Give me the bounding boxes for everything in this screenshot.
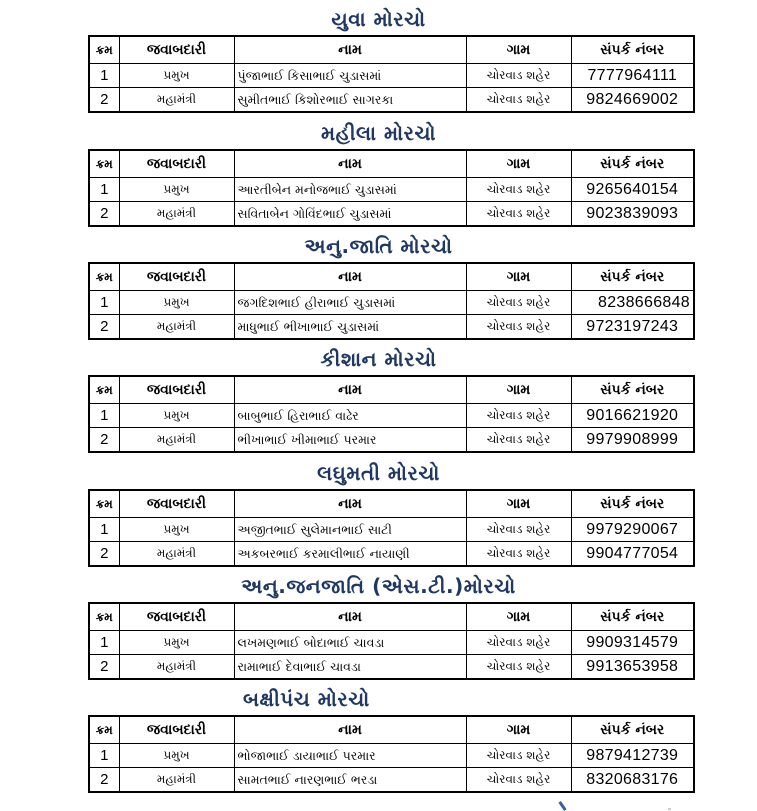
cell-name: સામતભાઈ નારણભાઈ ભરડા [234,768,466,793]
section-yuva [0,2,757,108]
cell-role: પ્રમુખ [119,744,234,768]
table-row [89,744,694,768]
cell-village: ચોરવાડ શહેર [466,768,571,793]
header-village: ગામ [466,490,571,518]
header-village: ગામ [466,716,571,744]
cell-name: આરતીબેન મનોજભાઈ ચુડાસમાં [234,178,466,202]
table-row [89,542,694,567]
header-name: નામ [234,490,466,518]
header-role: જવાબદારી [119,716,234,744]
members-table [88,262,695,340]
cell-village: ચોરવાડ શહેર [466,291,571,315]
table-row [89,428,694,453]
cell-name: બાબુભાઈ હિરાભાઈ વાઢેર [234,404,466,428]
table-row [89,202,694,227]
members-table [88,149,695,227]
table-row [89,631,694,655]
cell-contact: 9913653958 [571,655,694,680]
members-table [88,375,695,453]
header-name: નામ [234,150,466,178]
cell-serial: 2 [89,88,119,113]
header-role: જવાબદારી [119,376,234,404]
stray-dot [668,808,671,810]
table-row [89,64,694,88]
cell-village: ચોરવાડ શહેર [466,542,571,567]
table-row [89,291,694,315]
cell-village: ચોરવાડ શહેર [466,631,571,655]
cell-role: મહામંત્રી [119,315,234,340]
table-row [89,178,694,202]
cell-serial: 2 [89,542,119,567]
header-name: નામ [234,603,466,631]
header-name: નામ [234,263,466,291]
cell-serial: 1 [89,404,119,428]
cell-serial: 2 [89,202,119,227]
header-role: જવાબદારી [119,36,234,64]
table-header-row [89,263,694,291]
cell-serial: 1 [89,631,119,655]
cell-serial: 1 [89,64,119,88]
cell-contact: 7777964111 [571,64,694,88]
table-header-row [89,150,694,178]
header-contact: સંપર્ક નંબર [571,603,694,631]
cell-role: મહામંત્રી [119,542,234,567]
stray-pen-mark [558,801,566,811]
header-name: નામ [234,36,466,64]
cell-role: મહામંત્રી [119,655,234,680]
cell-role: પ્રમુખ [119,518,234,542]
table-header-row [89,603,694,631]
header-contact: સંપર્ક નંબર [571,490,694,518]
cell-serial: 2 [89,655,119,680]
header-name: નામ [234,716,466,744]
cell-role: પ્રમુખ [119,631,234,655]
cell-name: લખમણભાઈ બોદાભાઈ ચાવડા [234,631,466,655]
cell-village: ચોરવાડ શહેર [466,428,571,453]
section-title: અનુ.જાતિ મોરચો [304,234,453,258]
cell-name: સુમીતભાઈ કિશોરભાઈ સાગરકા [234,88,466,113]
header-village: ગામ [466,263,571,291]
cell-name: ભીખાભાઈ ખીમાભાઈ પરમાર [234,428,466,453]
header-serial: ક્રમ [89,603,119,631]
header-contact: સંપર્ક નંબર [571,150,694,178]
cell-village: ચોરવાડ શહેર [466,315,571,340]
cell-contact: 9879412739 [571,744,694,768]
section-bakshipanch [0,682,757,788]
header-serial: ક્રમ [89,263,119,291]
cell-role: મહામંત્રી [119,88,234,113]
members-table [88,489,695,567]
cell-serial: 1 [89,291,119,315]
cell-village: ચોરવાડ શહેર [466,178,571,202]
cell-contact: 9904777054 [571,542,694,567]
cell-village: ચોરવાડ શહેર [466,202,571,227]
cell-contact: 9979290067 [571,518,694,542]
cell-contact: 9023839093 [571,202,694,227]
header-role: જવાબદારી [119,150,234,178]
header-village: ગામ [466,150,571,178]
cell-serial: 2 [89,768,119,793]
section-title: લઘુમતી મોરચો [317,461,440,485]
header-village: ગામ [466,376,571,404]
header-role: જવાબદારી [119,263,234,291]
section-title: બક્ષીપંચ મોરચો [243,687,370,711]
cell-serial: 1 [89,518,119,542]
cell-role: પ્રમુખ [119,291,234,315]
section-title: યુવા મોરચો [331,7,426,31]
header-village: ગામ [466,36,571,64]
cell-contact: 8238666848 [571,291,694,315]
table-row [89,88,694,113]
section-sc [0,229,757,335]
cell-contact: 9265640154 [571,178,694,202]
members-table [88,715,695,793]
section-kishan [0,342,757,448]
cell-village: ચોરવાડ શહેર [466,64,571,88]
section-laghumati [0,456,757,562]
header-role: જવાબદારી [119,603,234,631]
header-serial: ક્રમ [89,150,119,178]
cell-contact: 8320683176 [571,768,694,793]
cell-contact: 9909314579 [571,631,694,655]
cell-village: ચોરવાડ શહેર [466,744,571,768]
cell-name: અજીતભાઈ સુલેમાનભાઈ સાટી [234,518,466,542]
cell-name: જગદિશભાઈ હીરાભાઈ ચુડાસમાં [234,291,466,315]
header-contact: સંપર્ક નંબર [571,263,694,291]
cell-name: પુંજાભાઈ કિસાભાઈ ચુડાસમાં [234,64,466,88]
table-header-row [89,376,694,404]
section-mahila [0,116,757,222]
cell-role: મહામંત્રી [119,768,234,793]
header-contact: સંપર્ક નંબર [571,376,694,404]
table-header-row [89,490,694,518]
cell-serial: 2 [89,428,119,453]
cell-contact: 9824669002 [571,88,694,113]
cell-serial: 1 [89,178,119,202]
table-row [89,518,694,542]
header-role: જવાબદારી [119,490,234,518]
header-village: ગામ [466,603,571,631]
section-st [0,569,757,675]
section-title: મહીલા મોરચો [320,121,436,145]
cell-village: ચોરવાડ શહેર [466,88,571,113]
header-serial: ક્રમ [89,490,119,518]
cell-contact: 9016621920 [571,404,694,428]
header-serial: ક્રમ [89,376,119,404]
cell-role: પ્રમુખ [119,404,234,428]
table-header-row [89,716,694,744]
table-row [89,768,694,793]
cell-role: મહામંત્રી [119,428,234,453]
section-title: કીશાન મોરચો [320,347,437,371]
header-serial: ક્રમ [89,36,119,64]
cell-name: અકબરભાઈ કરમાલીભાઈ નાયાણી [234,542,466,567]
cell-serial: 1 [89,744,119,768]
table-row [89,655,694,680]
cell-contact: 9979908999 [571,428,694,453]
header-name: નામ [234,376,466,404]
cell-name: રામાભાઈ દેવાભાઈ ચાવડા [234,655,466,680]
cell-role: પ્રમુખ [119,64,234,88]
cell-serial: 2 [89,315,119,340]
cell-role: પ્રમુખ [119,178,234,202]
cell-name: ભોજાભાઈ ડાયાભાઈ પરમાર [234,744,466,768]
cell-village: ચોરવાડ શહેર [466,518,571,542]
header-serial: ક્રમ [89,716,119,744]
table-header-row [89,36,694,64]
cell-name: માધુભાઈ ભીખાભાઈ ચુડાસમાં [234,315,466,340]
header-contact: સંપર્ક નંબર [571,36,694,64]
members-table [88,35,695,113]
cell-role: મહામંત્રી [119,202,234,227]
header-contact: સંપર્ક નંબર [571,716,694,744]
cell-village: ચોરવાડ શહેર [466,655,571,680]
table-row [89,404,694,428]
cell-village: ચોરવાડ શહેર [466,404,571,428]
section-title: અનુ.જનજાતિ (એસ.ટી.)મોરચો [241,574,516,598]
members-table [88,602,695,680]
table-row [89,315,694,340]
cell-contact: 9723197243 [571,315,694,340]
cell-name: સવિતાબેન ગોવિંદભાઈ ચુડાસમાં [234,202,466,227]
